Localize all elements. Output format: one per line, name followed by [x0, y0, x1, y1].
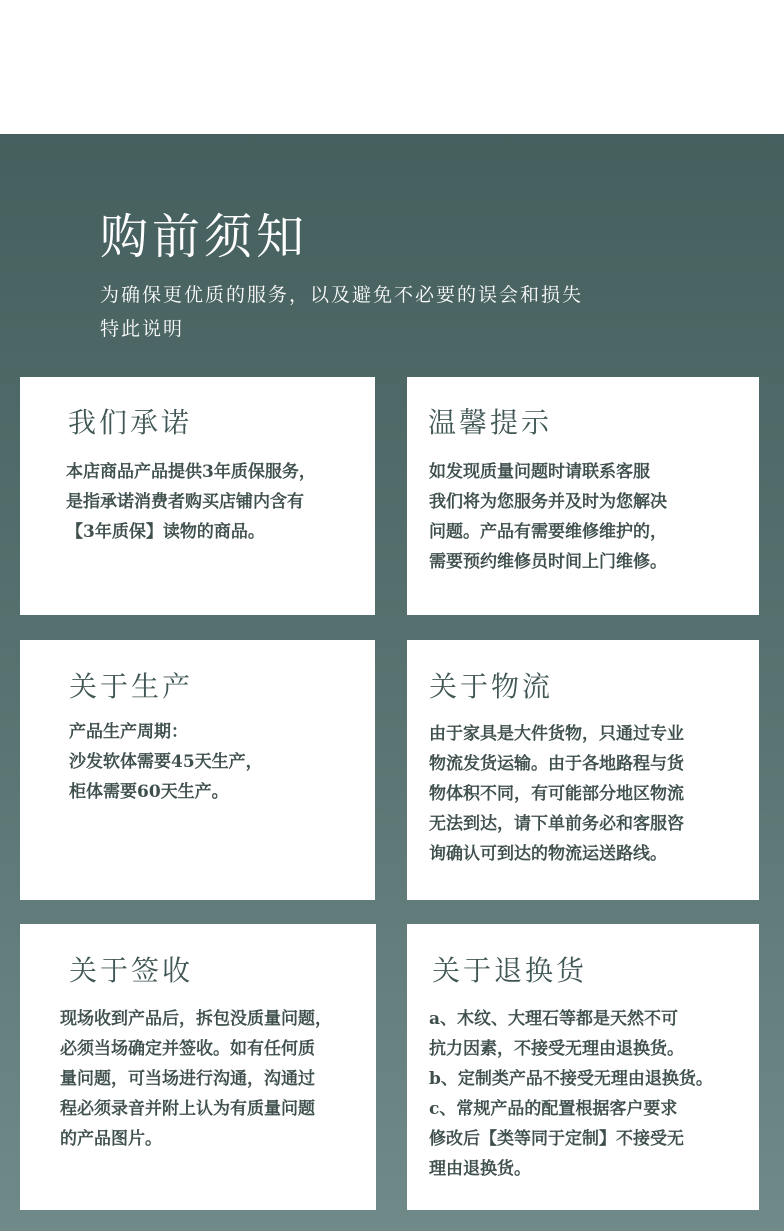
card-promise [20, 377, 375, 615]
card-body [66, 457, 316, 547]
card-line: 是指承诺消费者购买店铺内含有 [66, 492, 304, 512]
card-body [69, 717, 263, 807]
subtitle-line: 特此说明 [100, 318, 185, 340]
card-line: 修改后【类等同于定制】不接受无 [429, 1129, 684, 1149]
card-body [60, 1004, 332, 1154]
card-title: 关于退换货 [432, 954, 588, 987]
notice-panel [0, 134, 784, 1231]
card-line: 沙发软体需要45天生产， [69, 752, 263, 772]
card-line: b、定制类产品不接受无理由退换货。 [429, 1069, 713, 1089]
card-line: 程必须录音并附上认为有质量问题 [60, 1099, 315, 1119]
subtitle-line: 为确保更优质的服务，以及避免不必要的误会和损失 [100, 284, 584, 306]
card-line: 抗力因素，不接受无理由退换货。 [429, 1039, 684, 1059]
card-returns [407, 924, 759, 1210]
card-receipt [20, 924, 376, 1210]
card-body [429, 457, 667, 577]
card-line: 的产品图片。 [60, 1129, 162, 1149]
card-body [429, 1004, 713, 1184]
card-title: 关于物流 [429, 670, 554, 703]
card-title: 关于签收 [69, 954, 194, 987]
card-logistics [407, 640, 759, 900]
card-line: 产品生产周期： [69, 722, 188, 742]
card-line: 由于家具是大件货物，只通过专业 [429, 724, 684, 744]
card-title: 温馨提示 [428, 406, 553, 439]
card-line: 现场收到产品后，拆包没质量问题， [60, 1009, 332, 1029]
card-production [20, 640, 375, 900]
card-line: 【3年质保】读物的商品。 [66, 522, 265, 542]
card-line: 物流发货运输。由于各地路程与货 [429, 754, 684, 774]
card-line: 本店商品产品提供3年质保服务， [66, 462, 316, 482]
card-line: 问题。产品有需要维修维护的， [429, 522, 667, 542]
card-line: a、木纹、大理石等都是天然不可 [429, 1009, 679, 1029]
card-reminder [407, 377, 759, 615]
card-line: 必须当场确定并签收。如有任何质 [60, 1039, 315, 1059]
card-line: 我们将为您服务并及时为您解决 [429, 492, 667, 512]
card-body [429, 719, 684, 869]
page-subtitle [100, 278, 583, 346]
card-line: 物体积不同，有可能部分地区物流 [429, 784, 684, 804]
card-line: 询确认可到达的物流运送路线。 [429, 844, 667, 864]
card-line: 需要预约维修员时间上门维修。 [429, 552, 667, 572]
page-title: 购前须知 [100, 209, 309, 265]
card-line: 柜体需要60天生产。 [69, 782, 229, 802]
card-title: 我们承诺 [68, 406, 193, 439]
card-title: 关于生产 [69, 670, 194, 703]
card-line: 无法到达，请下单前务必和客服咨 [429, 814, 684, 834]
top-blank-area [0, 0, 784, 134]
card-line: 理由退换货。 [429, 1159, 531, 1179]
card-line: c、常规产品的配置根据客户要求 [429, 1099, 678, 1119]
card-line: 如发现质量问题时请联系客服 [429, 462, 650, 482]
card-line: 量问题，可当场进行沟通，沟通过 [60, 1069, 315, 1089]
